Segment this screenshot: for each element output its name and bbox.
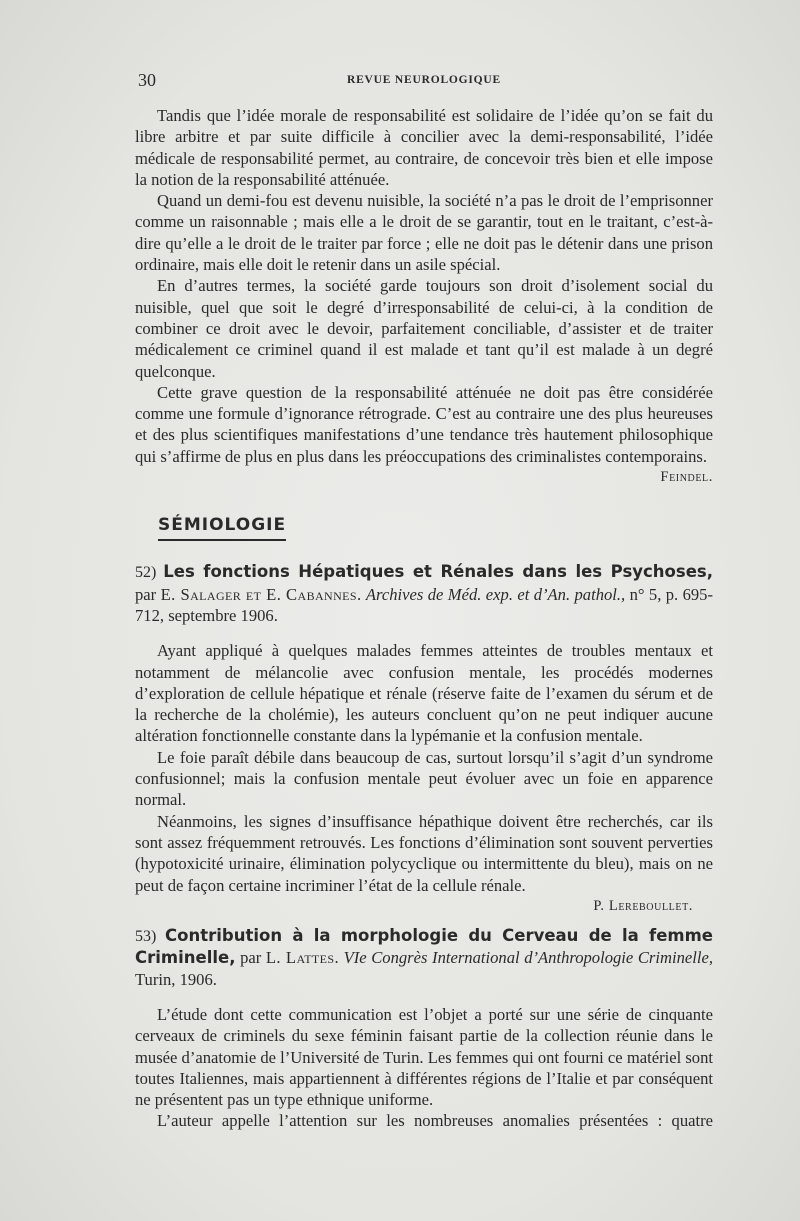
paragraph: Ayant appliqué à quelques malades femmes atteintes de troubles mentaux et notamment de mélancolie avec confusion mentale, les procédés modernes d’exploration de cellule hépatique et rénale (réserve faite de l’examen du sérum et de la recherche de la cholémie), les auteurs concluent qu’on ne peut indiquer aucune altération fonctionnelle constante dans la lypémanie et la confusion mentale. (135, 641, 713, 746)
journal-title: REVUE NEUROLOGIQUE (346, 74, 502, 86)
entry-title: Les fonctions Hépatiques et Rénales dans les Psychoses, (163, 562, 713, 582)
reviewer-signature: P. Lereboullet. (593, 897, 693, 914)
paragraph: Quand un demi-fou est devenu nuisible, la société n’a pas le droit de l’emprisonner comme un raisonnable ; mais elle a le droit de se garantir, tout en le traitant, c’est-à-dire qu’elle a le droit de le traiter par force ; elle ne doit pas le détenir dans une prison ordinaire, mais elle doit le retenir dans un asile spécial. (135, 191, 713, 275)
entry-source: VIe Congrès International d’Anthropologie Criminelle, (343, 948, 713, 968)
paragraph: Le foie paraît débile dans beaucoup de cas, surtout lorsqu’il s’agit d’un syndrome confusionnel; mais la confusion mentale peut évoluer avec un foie en apparence normal. (135, 747, 713, 810)
entry-authors: E. Salager et E. Cabannes. (160, 584, 362, 604)
reviewer-signature: Feindel. (660, 469, 713, 486)
entry-par: par (240, 948, 262, 968)
entry-53-heading (135, 925, 713, 990)
entry-details: Turin, 1906. (135, 969, 217, 989)
paragraph: Tandis que l’idée morale de responsabilité est solidaire de l’idée qu’on se fait du libre arbitre et par suite difficile à concilier avec la demi-responsabilité, l’idée médicale de responsabilité permet, au contraire, de concevoir très bien et elle impose la notion de la responsabilité atténuée. (135, 106, 713, 189)
page-number: 30 (138, 70, 156, 90)
paragraph-text: Cette grave question de la responsabilité atténuée ne doit pas être considérée comme une formule d’ignorance rétrograde. C’est au contraire une des plus heureuses et des plus scientifiques manifestations d’une tendance très hautement philosophique qui s’affirme de plus en plus dans les préoccupations des criminalistes contemporains. (135, 382, 713, 466)
entry-52-heading (135, 561, 713, 626)
page-body (135, 105, 713, 1132)
running-header (138, 70, 710, 92)
entry-par: par (135, 584, 157, 604)
entry-source: Archives de Méd. exp. et d’An. pathol., (365, 584, 626, 604)
entry-details: n° 5, p. 695-712, septembre 1906. (135, 584, 713, 625)
paragraph (135, 382, 713, 486)
entry-number: 53) (135, 928, 157, 946)
entry-title: Contribution à la morphologie du Cerveau de la femme Criminelle, (135, 926, 713, 968)
paragraph: Néanmoins, les signes d’insuffisance hépathique doivent être recherchés, car ils sont assez fréquemment retrouvés. Les fonctions d’élimination sont souvent perverties (hypotoxicité urinaire, élimination polycyclique ou intermittente du bleu), mais on ne peut de façon certaine incriminer l’état de la cellule rénale. (135, 811, 713, 895)
paragraph: L’étude dont cette communication est l’objet a porté sur une série de cinquante cerveaux de criminels du sexe féminin faisant partie de la collection réunie dans le musée d’anatomie de l’Université de Turin. Les femmes qui ont fourni ce matériel sont toutes Italiennes, mais appartiennent à différentes régions de l’Italie et par conséquent ne présentent pas un type ethnique uniforme. (135, 1004, 713, 1110)
entry-authors: L. Lattes. (265, 948, 340, 968)
entry-number: 52) (135, 564, 157, 582)
section-heading: SÉMIOLOGIE (158, 515, 286, 541)
paragraph: En d’autres termes, la société garde toujours son droit d’isolement social du nuisible, quel que soit le degré d’irresponsabilité de celui-ci, à la condition de combiner ce droit avec le devoir, parfaitement conciliable, d’assister et de traiter médicalement ce criminel quand il est malade et tant qu’il est malade à un degré quelconque. (135, 276, 713, 381)
paragraph: L’auteur appelle l’attention sur les nombreuses anomalies présentées : quatre (157, 1111, 713, 1131)
